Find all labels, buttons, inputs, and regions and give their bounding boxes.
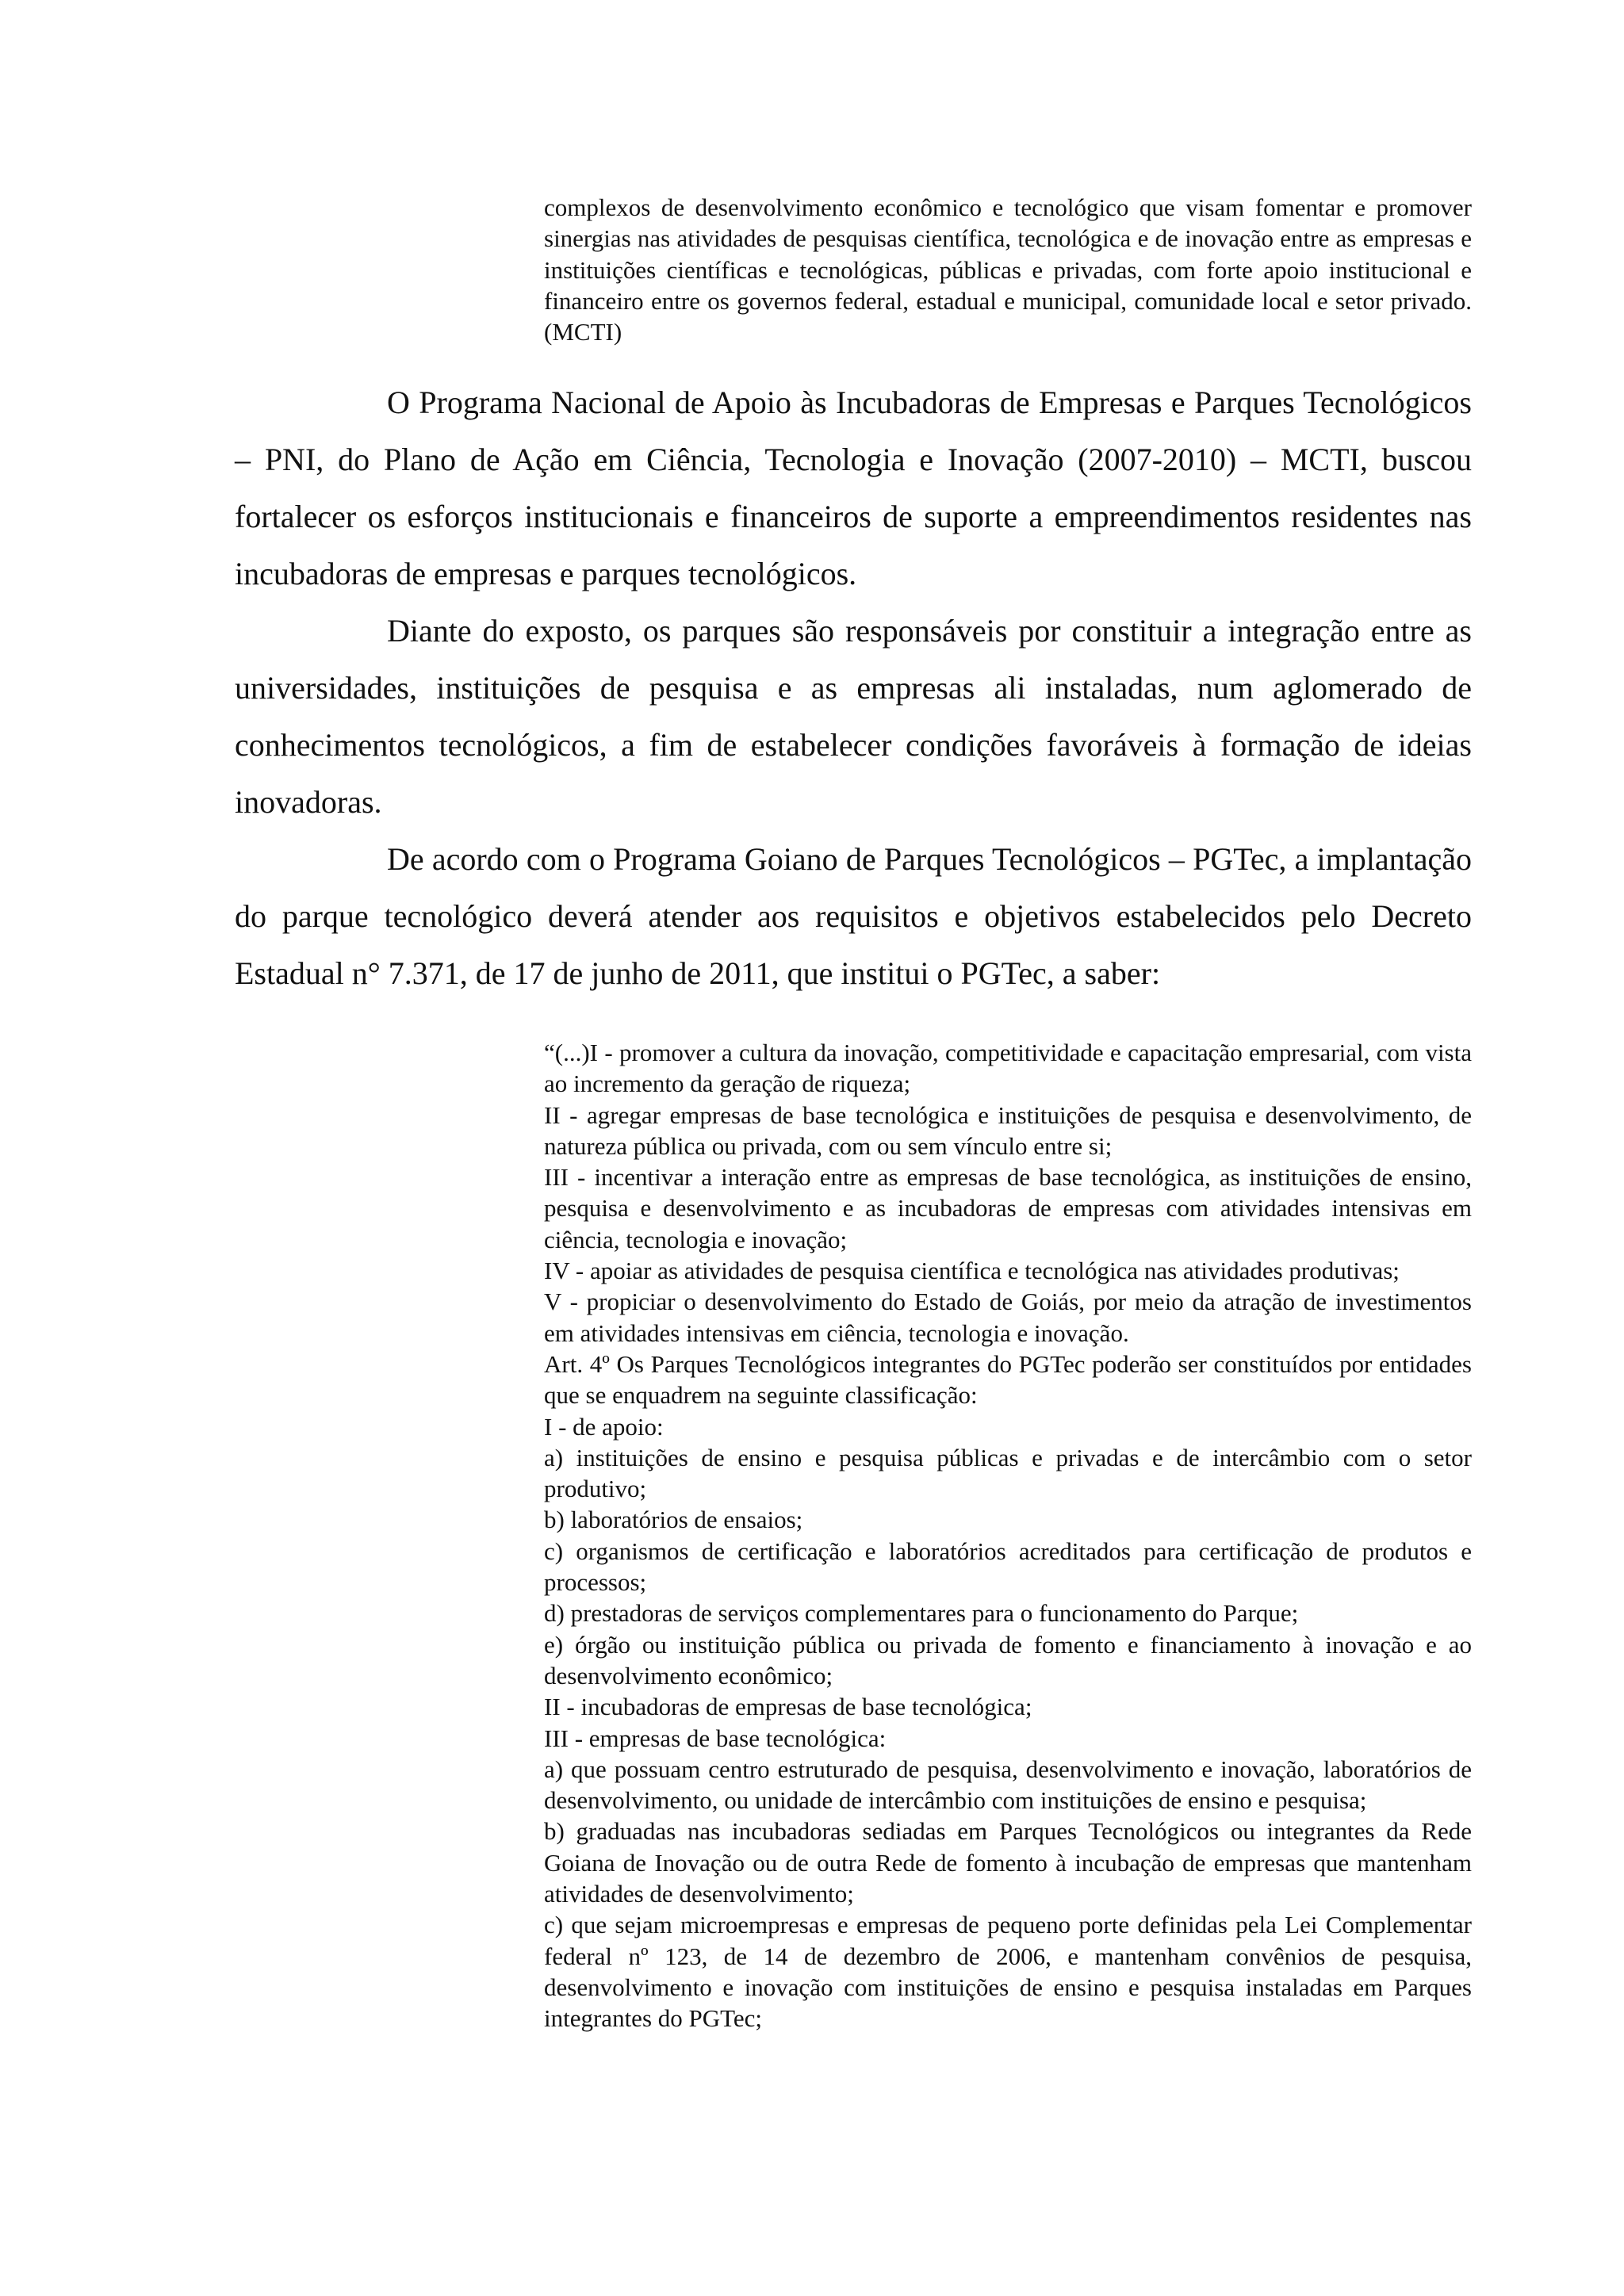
quote-line: b) laboratórios de ensaios; (544, 1506, 803, 1534)
quote-line: d) prestadoras de serviços complementares para o funcionamento do Parque; (544, 1599, 1299, 1628)
quote-line: Art. 4º Os Parques Tecnológicos integrantes do PGTec poderão ser constituídos por entidades que se enquadrem na seguinte classificação: (544, 1349, 1472, 1410)
quote-line: I - de apoio: (544, 1412, 664, 1441)
block-quote-mcti (544, 192, 1472, 347)
quote-line: c) organismos de certificação e laboratórios acreditados para certificação de produtos e processos; (544, 1536, 1472, 1597)
paragraph-pgtec: De acordo com o Programa Goiano de Parques Tecnológicos – PGTec, a implantação do parque tecnológico deverá atender aos requisitos e objetivos estabelecidos pelo Decreto Estadual n° 7.371, de 17 de junho de 2011, que institui o PGTec, a saber: (235, 841, 1472, 991)
quote-line: “(...)I - promover a cultura da inovação, competitividade e capacitação empresarial, com vista ao incremento da geração de riqueza; (544, 1039, 1472, 1098)
quote-line: a) que possuam centro estruturado de pesquisa, desenvolvimento e inovação, laboratórios de desenvolvimento, ou unidade de intercâmbio com instituições de ensino e pesquisa; (544, 1755, 1472, 1815)
quote-line: IV - apoiar as atividades de pesquisa científica e tecnológica nas atividades produtivas; (544, 1257, 1400, 1285)
quote-text: complexos de desenvolvimento econômico e tecnológico que visam fomentar e promover sinergias nas atividades de pesquisas científica, tecnológica e de inovação entre as empresas e instituições científicas e tecnológicas, públicas e privadas, com forte apoio institucional e financeiro entre os governos federal, estadual e municipal, comunidade local e setor privado. (MCTI) (544, 193, 1472, 346)
quote-line: II - incubadoras de empresas de base tecnológica; (544, 1693, 1032, 1721)
quote-line: e) órgão ou instituição pública ou privada de fomento e financiamento à inovação e ao desenvolvimento econômico; (544, 1630, 1472, 1689)
quote-line: a) instituições de ensino e pesquisa públicas e privadas e de intercâmbio com o setor produtivo; (544, 1443, 1472, 1503)
quote-line: II - agregar empresas de base tecnológica e instituições de pesquisa e desenvolvimento, de natureza pública ou privada, com ou sem vínculo entre si; (544, 1100, 1472, 1160)
quote-line: III - incentivar a interação entre as empresas de base tecnológica, as instituições de ensino, pesquisa e desenvolvimento e as incubadoras de empresas com atividades intensivas em ciência, tecnologia e inovação; (544, 1163, 1472, 1253)
block-quote-decreto (544, 1037, 1472, 2034)
quote-line: V - propiciar o desenvolvimento do Estado de Goiás, por meio da atração de investimentos em atividades intensivas em ciência, tecnologia e inovação. (544, 1288, 1472, 1347)
quote-line: III - empresas de base tecnológica: (544, 1724, 887, 1752)
body-paragraphs (235, 374, 1472, 1002)
paragraph-parques: Diante do exposto, os parques são responsáveis por constituir a integração entre as universidades, instituições de pesquisa e as empresas ali instaladas, num aglomerado de conhecimentos tecnológicos, a fim de estabelecer condições favoráveis à formação de ideias inovadoras. (235, 613, 1472, 820)
quote-line: c) que sejam microempresas e empresas de pequeno porte definidas pela Lei Complementar federal nº 123, de 14 de dezembro de 2006, e mantenham convênios de pesquisa, desenvolvimento e inovação com instituições de ensino e pesquisa instaladas em Parques integrantes do PGTec; (544, 1911, 1472, 2033)
quote-line: b) graduadas nas incubadoras sediadas em Parques Tecnológicos ou integrantes da Rede Goiana de Inovação ou de outra Rede de fomento à incubação de empresas que mantenham atividades de desenvolvimento; (544, 1817, 1472, 1908)
paragraph-pni: O Programa Nacional de Apoio às Incubadoras de Empresas e Parques Tecnológicos – PNI, do Plano de Ação em Ciência, Tecnologia e Inovação (2007-2010) – MCTI, buscou fortalecer os esforços institucionais e financeiros de suporte a empreendimentos residentes nas incubadoras de empresas e parques tecnológicos. (235, 385, 1472, 591)
